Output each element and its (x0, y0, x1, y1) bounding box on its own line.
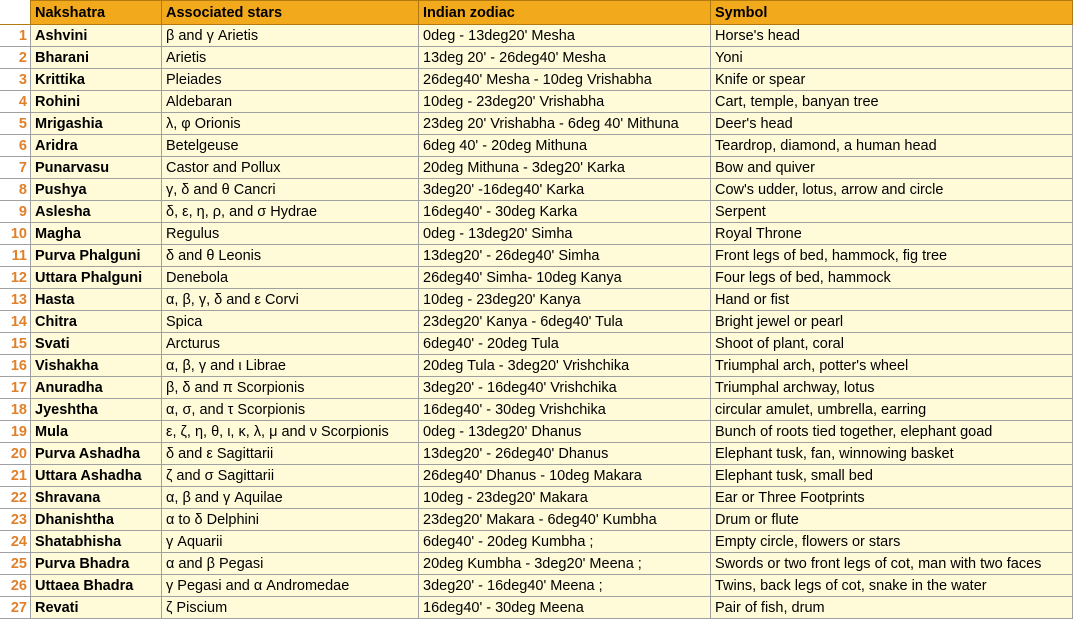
row-number-cell: 11 (1, 245, 31, 267)
row-number-cell: 12 (1, 267, 31, 289)
indian-zodiac-cell: 0deg - 13deg20' Simha (419, 223, 711, 245)
nakshatra-name-cell: Revati (31, 597, 162, 619)
nakshatra-name-cell: Dhanishtha (31, 509, 162, 531)
associated-stars-cell: δ and ε Sagittarii (162, 443, 419, 465)
nakshatra-name-cell: Purva Phalguni (31, 245, 162, 267)
indian-zodiac-cell: 3deg20' -16deg40' Karka (419, 179, 711, 201)
row-number-cell: 27 (1, 597, 31, 619)
row-number-cell: 3 (1, 69, 31, 91)
table-row (1, 531, 1073, 553)
nakshatra-name-cell: Magha (31, 223, 162, 245)
table-row (1, 201, 1073, 223)
row-number-cell: 15 (1, 333, 31, 355)
nakshatra-name-cell: Bharani (31, 47, 162, 69)
row-number-cell: 25 (1, 553, 31, 575)
row-number-cell: 18 (1, 399, 31, 421)
table-row (1, 157, 1073, 179)
nakshatra-name-cell: Purva Bhadra (31, 553, 162, 575)
table-row (1, 289, 1073, 311)
symbol-cell: Four legs of bed, hammock (711, 267, 1073, 289)
indian-zodiac-cell: 26deg40' Simha- 10deg Kanya (419, 267, 711, 289)
indian-zodiac-cell: 26deg40' Dhanus - 10deg Makara (419, 465, 711, 487)
associated-stars-cell: Castor and Pollux (162, 157, 419, 179)
table-row (1, 333, 1073, 355)
table-row (1, 25, 1073, 47)
symbol-cell: Triumphal archway, lotus (711, 377, 1073, 399)
associated-stars-cell: α, β, γ, δ and ε Corvi (162, 289, 419, 311)
table-row (1, 487, 1073, 509)
nakshatra-name-cell: Uttara Ashadha (31, 465, 162, 487)
symbol-cell: Cow's udder, lotus, arrow and circle (711, 179, 1073, 201)
row-number-cell: 26 (1, 575, 31, 597)
nakshatra-name-cell: Mula (31, 421, 162, 443)
symbol-cell: Royal Throne (711, 223, 1073, 245)
symbol-cell: Cart, temple, banyan tree (711, 91, 1073, 113)
table-row (1, 179, 1073, 201)
indian-zodiac-cell: 13deg20' - 26deg40' Simha (419, 245, 711, 267)
indian-zodiac-cell: 23deg20' Kanya - 6deg40' Tula (419, 311, 711, 333)
table-row (1, 113, 1073, 135)
table-row (1, 553, 1073, 575)
nakshatra-name-cell: Aridra (31, 135, 162, 157)
associated-stars-cell: α, σ, and τ Scorpionis (162, 399, 419, 421)
table-row (1, 91, 1073, 113)
table-row (1, 509, 1073, 531)
associated-stars-cell: γ Aquarii (162, 531, 419, 553)
row-number-cell: 23 (1, 509, 31, 531)
associated-stars-cell: β and γ Arietis (162, 25, 419, 47)
indian-zodiac-cell: 16deg40' - 30deg Karka (419, 201, 711, 223)
indian-zodiac-cell: 23deg20' Makara - 6deg40' Kumbha (419, 509, 711, 531)
nakshatra-name-cell: Krittika (31, 69, 162, 91)
indian-zodiac-cell: 20deg Mithuna - 3deg20' Karka (419, 157, 711, 179)
associated-stars-cell: α, β and γ Aquilae (162, 487, 419, 509)
row-number-cell: 19 (1, 421, 31, 443)
row-number-cell: 6 (1, 135, 31, 157)
associated-stars-cell: ζ Piscium (162, 597, 419, 619)
table-row (1, 135, 1073, 157)
row-number-cell: 21 (1, 465, 31, 487)
nakshatra-name-cell: Hasta (31, 289, 162, 311)
symbol-cell: Deer's head (711, 113, 1073, 135)
header-nakshatra: Nakshatra (31, 1, 162, 25)
row-number-cell: 9 (1, 201, 31, 223)
table-row (1, 355, 1073, 377)
nakshatra-name-cell: Vishakha (31, 355, 162, 377)
row-number-cell: 2 (1, 47, 31, 69)
row-number-cell: 1 (1, 25, 31, 47)
associated-stars-cell: γ Pegasi and α Andromedae (162, 575, 419, 597)
row-number-cell: 24 (1, 531, 31, 553)
table-row (1, 223, 1073, 245)
nakshatra-name-cell: Rohini (31, 91, 162, 113)
symbol-cell: Triumphal arch, potter's wheel (711, 355, 1073, 377)
symbol-cell: Bow and quiver (711, 157, 1073, 179)
table-row (1, 377, 1073, 399)
table-row (1, 443, 1073, 465)
indian-zodiac-cell: 13deg20' - 26deg40' Dhanus (419, 443, 711, 465)
symbol-cell: Twins, back legs of cot, snake in the water (711, 575, 1073, 597)
associated-stars-cell: α and β Pegasi (162, 553, 419, 575)
associated-stars-cell: Betelgeuse (162, 135, 419, 157)
symbol-cell: Bunch of roots tied together, elephant goad (711, 421, 1073, 443)
indian-zodiac-cell: 10deg - 23deg20' Makara (419, 487, 711, 509)
associated-stars-cell: Spica (162, 311, 419, 333)
indian-zodiac-cell: 16deg40' - 30deg Vrishchika (419, 399, 711, 421)
indian-zodiac-cell: 6deg40' - 20deg Tula (419, 333, 711, 355)
symbol-cell: Swords or two front legs of cot, man with two faces (711, 553, 1073, 575)
nakshatra-name-cell: Purva Ashadha (31, 443, 162, 465)
row-number-cell: 20 (1, 443, 31, 465)
nakshatra-name-cell: Jyeshtha (31, 399, 162, 421)
row-number-corner (1, 1, 31, 25)
table-row (1, 597, 1073, 619)
table-row (1, 267, 1073, 289)
symbol-cell: Bright jewel or pearl (711, 311, 1073, 333)
symbol-cell: Serpent (711, 201, 1073, 223)
nakshatra-name-cell: Svati (31, 333, 162, 355)
symbol-cell: Yoni (711, 47, 1073, 69)
nakshatra-name-cell: Ashvini (31, 25, 162, 47)
symbol-cell: Hand or fist (711, 289, 1073, 311)
table-row (1, 465, 1073, 487)
symbol-cell: circular amulet, umbrella, earring (711, 399, 1073, 421)
header-symbol: Symbol (711, 1, 1073, 25)
nakshatra-name-cell: Punarvasu (31, 157, 162, 179)
associated-stars-cell: ε, ζ, η, θ, ι, κ, λ, μ and ν Scorpionis (162, 421, 419, 443)
table-row (1, 69, 1073, 91)
indian-zodiac-cell: 6deg 40' - 20deg Mithuna (419, 135, 711, 157)
row-number-cell: 7 (1, 157, 31, 179)
indian-zodiac-cell: 0deg - 13deg20' Mesha (419, 25, 711, 47)
symbol-cell: Front legs of bed, hammock, fig tree (711, 245, 1073, 267)
associated-stars-cell: Aldebaran (162, 91, 419, 113)
symbol-cell: Pair of fish, drum (711, 597, 1073, 619)
header-indian-zodiac: Indian zodiac (419, 1, 711, 25)
associated-stars-cell: Arcturus (162, 333, 419, 355)
indian-zodiac-cell: 10deg - 23deg20' Kanya (419, 289, 711, 311)
associated-stars-cell: λ, φ Orionis (162, 113, 419, 135)
nakshatra-name-cell: Anuradha (31, 377, 162, 399)
nakshatra-name-cell: Shravana (31, 487, 162, 509)
row-number-cell: 17 (1, 377, 31, 399)
associated-stars-cell: β, δ and π Scorpionis (162, 377, 419, 399)
table-row (1, 399, 1073, 421)
symbol-cell: Horse's head (711, 25, 1073, 47)
symbol-cell: Shoot of plant, coral (711, 333, 1073, 355)
row-number-cell: 13 (1, 289, 31, 311)
row-number-cell: 22 (1, 487, 31, 509)
nakshatra-name-cell: Uttaea Bhadra (31, 575, 162, 597)
header-associated-stars: Associated stars (162, 1, 419, 25)
indian-zodiac-cell: 20deg Kumbha - 3deg20' Meena ; (419, 553, 711, 575)
associated-stars-cell: δ, ε, η, ρ, and σ Hydrae (162, 201, 419, 223)
indian-zodiac-cell: 10deg - 23deg20' Vrishabha (419, 91, 711, 113)
associated-stars-cell: Regulus (162, 223, 419, 245)
symbol-cell: Knife or spear (711, 69, 1073, 91)
symbol-cell: Elephant tusk, small bed (711, 465, 1073, 487)
associated-stars-cell: Denebola (162, 267, 419, 289)
indian-zodiac-cell: 6deg40' - 20deg Kumbha ; (419, 531, 711, 553)
nakshatra-name-cell: Mrigashia (31, 113, 162, 135)
nakshatra-name-cell: Chitra (31, 311, 162, 333)
row-number-cell: 10 (1, 223, 31, 245)
symbol-cell: Empty circle, flowers or stars (711, 531, 1073, 553)
symbol-cell: Ear or Three Footprints (711, 487, 1073, 509)
table-row (1, 47, 1073, 69)
nakshatra-name-cell: Shatabhisha (31, 531, 162, 553)
indian-zodiac-cell: 3deg20' - 16deg40' Meena ; (419, 575, 711, 597)
table-body (1, 25, 1073, 619)
associated-stars-cell: α to δ Delphini (162, 509, 419, 531)
table-row (1, 245, 1073, 267)
row-number-cell: 4 (1, 91, 31, 113)
associated-stars-cell: ζ and σ Sagittarii (162, 465, 419, 487)
associated-stars-cell: γ, δ and θ Cancri (162, 179, 419, 201)
associated-stars-cell: Pleiades (162, 69, 419, 91)
indian-zodiac-cell: 0deg - 13deg20' Dhanus (419, 421, 711, 443)
indian-zodiac-cell: 16deg40' - 30deg Meena (419, 597, 711, 619)
symbol-cell: Teardrop, diamond, a human head (711, 135, 1073, 157)
nakshatra-name-cell: Uttara Phalguni (31, 267, 162, 289)
symbol-cell: Drum or flute (711, 509, 1073, 531)
table-row (1, 421, 1073, 443)
row-number-cell: 8 (1, 179, 31, 201)
table-row (1, 311, 1073, 333)
indian-zodiac-cell: 23deg 20' Vrishabha - 6deg 40' Mithuna (419, 113, 711, 135)
indian-zodiac-cell: 13deg 20' - 26deg40' Mesha (419, 47, 711, 69)
table-row (1, 575, 1073, 597)
nakshatra-name-cell: Aslesha (31, 201, 162, 223)
indian-zodiac-cell: 20deg Tula - 3deg20' Vrishchika (419, 355, 711, 377)
header-row (1, 1, 1073, 25)
associated-stars-cell: α, β, γ and ι Librae (162, 355, 419, 377)
indian-zodiac-cell: 3deg20' - 16deg40' Vrishchika (419, 377, 711, 399)
row-number-cell: 16 (1, 355, 31, 377)
associated-stars-cell: Arietis (162, 47, 419, 69)
symbol-cell: Elephant tusk, fan, winnowing basket (711, 443, 1073, 465)
indian-zodiac-cell: 26deg40' Mesha - 10deg Vrishabha (419, 69, 711, 91)
row-number-cell: 14 (1, 311, 31, 333)
row-number-cell: 5 (1, 113, 31, 135)
nakshatra-name-cell: Pushya (31, 179, 162, 201)
associated-stars-cell: δ and θ Leonis (162, 245, 419, 267)
